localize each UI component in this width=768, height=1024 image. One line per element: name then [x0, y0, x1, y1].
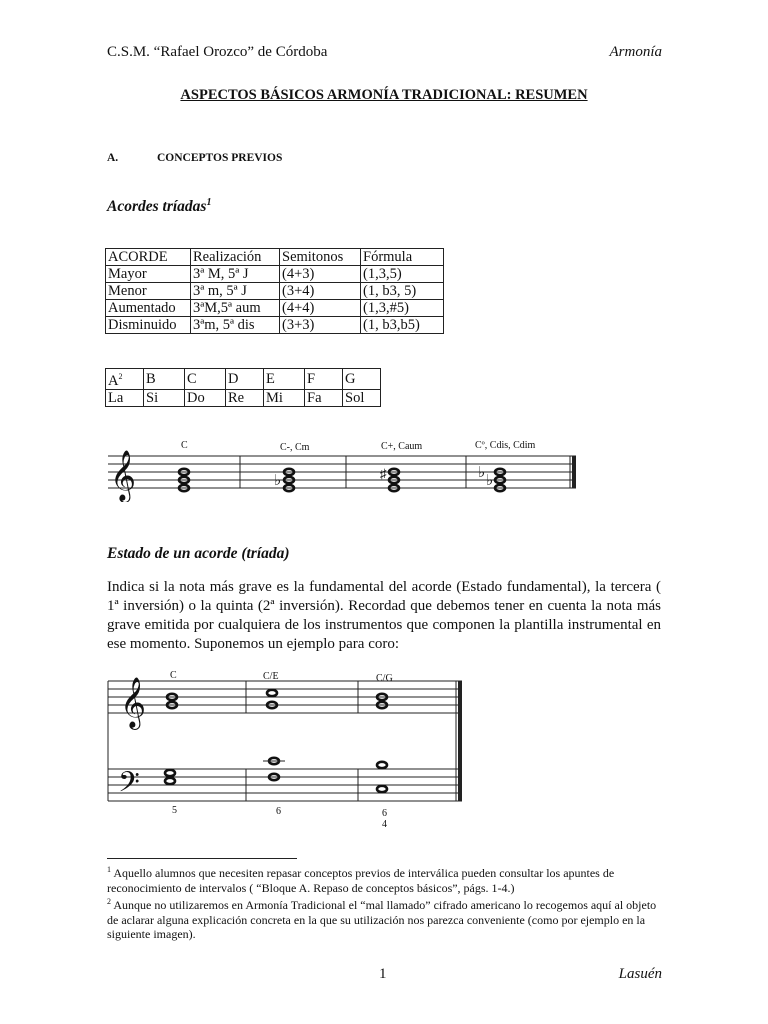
note-name-cell: Do — [185, 389, 226, 406]
table-cell: (1,3,#5) — [361, 300, 444, 317]
note-letter-cell: F — [305, 369, 343, 390]
chord-table — [105, 248, 444, 334]
section-label: A. — [107, 152, 119, 164]
note-name-cell: Re — [226, 389, 264, 406]
table-cell: (3+3) — [280, 317, 361, 334]
table-row — [106, 283, 444, 300]
note-name-cell: Si — [144, 389, 185, 406]
flat-icon: ♭ — [274, 473, 282, 489]
table-cell: Mayor — [106, 266, 191, 283]
header-subject: Armonía — [609, 44, 662, 60]
table-cell: Aumentado — [106, 300, 191, 317]
note-letter-cell: $A^2$ — [106, 369, 144, 390]
document-title: ASPECTOS BÁSICOS ARMONÍA TRADICIONAL: RESUMEN — [180, 87, 588, 103]
table-cell: (1, b3, 5) — [361, 283, 444, 300]
table-cell: (4+3) — [280, 266, 361, 283]
table-cell: Menor — [106, 283, 191, 300]
page-number: 1 — [379, 966, 387, 982]
chord-inversions-grand-staff — [100, 665, 480, 835]
table-cell: 3ª m, 5ª J — [191, 283, 280, 300]
note-letter-cell: E — [264, 369, 305, 390]
footer-author: Lasuén — [618, 966, 662, 982]
table-cell: 3ªM,5ª aum — [191, 300, 280, 317]
figured-bass: 4 — [382, 819, 387, 830]
table-cell: Disminuido — [106, 317, 191, 334]
note-letter-cell: D — [226, 369, 264, 390]
sharp-icon: ♯ — [380, 466, 387, 481]
chord-label: C+, Caum — [381, 441, 423, 452]
table-row — [106, 317, 444, 334]
treble-clef-icon: 𝄞 — [120, 678, 147, 727]
flat-icon: ♭ — [486, 473, 494, 489]
note-name-cell: Fa — [305, 389, 343, 406]
note-letter-cell: G — [343, 369, 381, 390]
footnotes — [107, 863, 659, 942]
table-cell: 3ªm, 5ª dis — [191, 317, 280, 334]
footnote-ref-2: 2 — [118, 372, 123, 381]
note-name-cell: La — [106, 389, 144, 406]
footnote-1: $^1$ Aquello alumnos que necesiten repasar conceptos previos de interválica pueden consultar los apuntes de reconocimiento de intervalos ( “Bloque A. Repaso de conceptos básicos”, págs. 1-4.) — [107, 865, 615, 895]
heading-chord-state: Estado de un acorde (tríada) — [107, 545, 290, 562]
table-row — [106, 249, 444, 266]
chord-label: C/G — [376, 673, 393, 684]
table-row — [106, 266, 444, 283]
section-heading — [107, 152, 282, 164]
figured-bass: 5 — [172, 805, 177, 816]
chord-label: C-, Cm — [280, 442, 310, 453]
figured-bass: 6 — [382, 808, 387, 819]
table-cell: Realización — [191, 249, 280, 266]
body-paragraph: Indica si la nota más grave es la fundamental del acorde (Estado fundamental), la tercera ( 1ª inversión) o la quinta (2ª inversión). Recordad que debemos tener en cuenta la nota más grave emitida por cualquiera de los instrumentos que componen la plantilla instrumental en ese momento. Suponemos un ejemplo para coro: — [107, 579, 661, 652]
header-institution: C.S.M. “Rafael Orozco” de Córdoba — [107, 44, 328, 60]
table-row — [106, 300, 444, 317]
table-cell: Semitonos — [280, 249, 361, 266]
chord-label: C — [181, 440, 188, 451]
treble-clef-icon: 𝄞 — [110, 451, 137, 500]
table-cell: (1, b3,b5) — [361, 317, 444, 334]
table-row — [106, 369, 381, 390]
chord-label: C — [170, 670, 177, 681]
table-row — [106, 389, 381, 406]
table-cell: (4+4) — [280, 300, 361, 317]
table-cell: Fórmula — [361, 249, 444, 266]
note-name-cell: Mi — [264, 389, 305, 406]
table-cell: (1,3,5) — [361, 266, 444, 283]
note-name-table — [105, 368, 381, 407]
footnote-2: $^2$ Aunque no utilizaremos en Armonía Tradicional el “mal llamado” cifrado americano lo recogemos aquí al objeto de aclarar alguna explicación concreta en la que su utilización nos parezca conveniente (como por ejemplo en la siguiente imagen). — [107, 897, 657, 942]
figured-bass: 6 — [276, 806, 281, 817]
flat-icon: ♭ — [478, 465, 486, 481]
table-cell: ACORDE — [106, 249, 191, 266]
footnote-separator — [107, 858, 297, 859]
chord-label: C/E — [263, 671, 279, 682]
triad-types-staff — [100, 432, 590, 502]
heading-triads: Acordes tríadas$^1$ — [107, 197, 212, 216]
note-name-cell: Sol — [343, 389, 381, 406]
chord-label: Cº, Cdis, Cdim — [475, 440, 536, 451]
table-cell: 3ª M, 5ª J — [191, 266, 280, 283]
note-letter-cell: B — [144, 369, 185, 390]
section-title: CONCEPTOS PREVIOS — [157, 152, 283, 164]
footnote-ref-1: 1 — [206, 197, 212, 208]
table-cell: (3+4) — [280, 283, 361, 300]
note-letter-cell: C — [185, 369, 226, 390]
bass-clef-icon: 𝄢 — [118, 768, 140, 805]
